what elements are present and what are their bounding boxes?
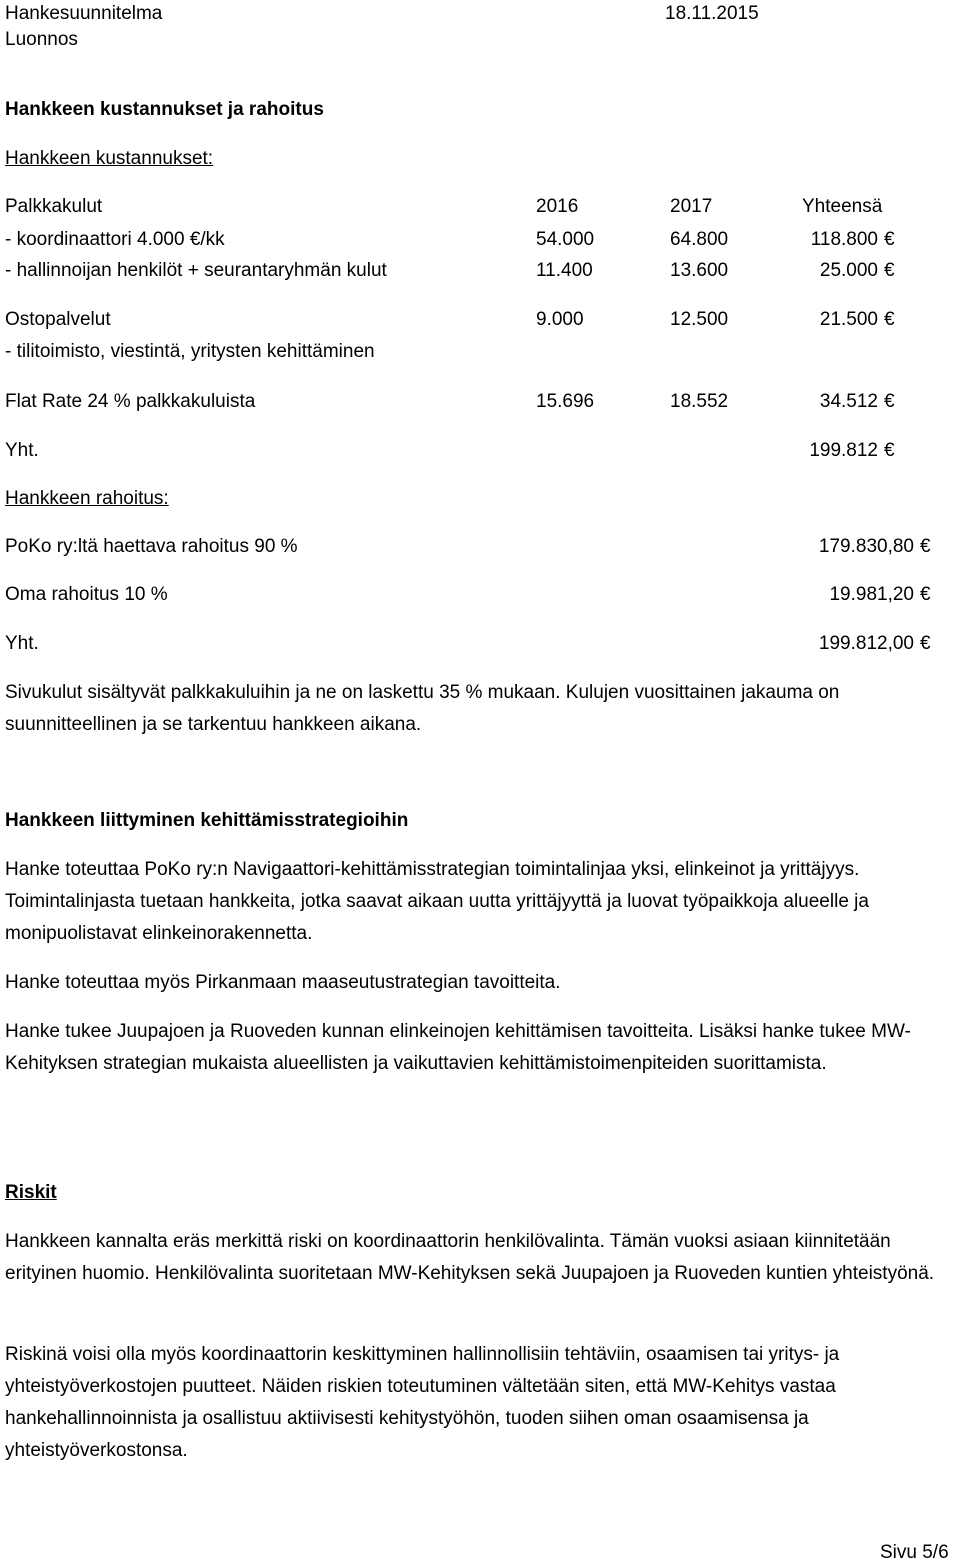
cost-row-total: 118.800 bbox=[810, 229, 878, 250]
costs-total-label: Yht. bbox=[5, 440, 39, 461]
document-date: 18.11.2015 bbox=[665, 3, 759, 24]
risks-paragraph: Hankkeen kannalta eräs merkittä riski on koordinaattorin henkilövalinta. Tämän vuoksi asiaan kiinnitetään erityinen huomio. Henkilövalinta suoritetaan MW-Kehityksen sekä Juupajoen ja Ruoveden kuntien yhteistyönä. bbox=[5, 1231, 935, 1284]
section-heading-strategy: Hankkeen liittyminen kehittämisstrategioihin bbox=[5, 810, 409, 831]
cost-row-label: - hallinnoijan henkilöt + seurantaryhmän kulut bbox=[5, 260, 387, 281]
strategy-paragraph: Hanke toteuttaa myös Pirkanmaan maaseutustrategian tavoitteita. bbox=[5, 972, 561, 993]
column-header-2016: 2016 bbox=[536, 196, 579, 217]
cost-row-total: 21.500 bbox=[819, 309, 878, 330]
strategy-paragraph: Hanke toteuttaa PoKo ry:n Navigaattori-kehittämisstrategian toimintalinjaa yksi, elinkeinot ja yrittäjyys. Toimintalinjasta tuetaan hankkeita, jotka saavat aikaan uutta yrittäjyyttä ja luovat työpaikkoja alueelle ja monipuolistavat elinkeinorakennetta. bbox=[5, 859, 869, 944]
cost-row-2016: 54.000 bbox=[536, 229, 595, 250]
cost-row-2017: 18.552 bbox=[670, 391, 729, 412]
euro-symbol: € bbox=[920, 584, 931, 605]
euro-symbol: € bbox=[920, 633, 931, 654]
section-heading-costs-funding: Hankkeen kustannukset ja rahoitus bbox=[5, 99, 324, 120]
strategy-paragraph: Hanke tukee Juupajoen ja Ruoveden kunnan elinkeinojen kehittämisen tavoitteita. Lisäksi hanke tukee MW-Kehityksen strategian mukaista alueellisten ja vaikuttavien kehittämistoimenpiteiden suorittamista. bbox=[5, 1021, 911, 1074]
cost-row-2017: 13.600 bbox=[670, 260, 729, 281]
euro-symbol: € bbox=[884, 260, 895, 281]
euro-symbol: € bbox=[884, 440, 895, 461]
euro-symbol: € bbox=[920, 536, 931, 557]
column-header-2017: 2017 bbox=[670, 196, 713, 217]
costs-subheading: Hankkeen kustannukset: bbox=[5, 148, 214, 169]
cost-row-2016: 15.696 bbox=[536, 391, 595, 412]
cost-row-2016: 9.000 bbox=[536, 309, 584, 330]
funding-total-value: 199.812,00 bbox=[818, 633, 914, 654]
cost-row-label: - koordinaattori 4.000 €/kk bbox=[5, 229, 225, 250]
cost-row-label: - tilitoimisto, viestintä, yritysten kehittäminen bbox=[5, 341, 375, 362]
funding-row-value: 179.830,80 bbox=[818, 536, 914, 557]
euro-symbol: € bbox=[884, 309, 895, 330]
risks-paragraph: Riskinä voisi olla myös koordinaattorin keskittyminen hallinnollisiin tehtäviin, osaamisen tai yritys- ja yhteistyöverkostojen puutteet. Näiden riskien toteutuminen vältetään siten, että MW-Kehitys vastaa hankehallinnoinnista ja osallistuu aktiivisesti kehitystyöhön, tuoden siihen oman osaamisensa ja yhteistyöverkostonsa. bbox=[5, 1344, 840, 1461]
page-number: Sivu 5/6 bbox=[880, 1542, 949, 1563]
funding-row-label: Oma rahoitus 10 % bbox=[5, 584, 168, 605]
column-header-total: Yhteensä bbox=[802, 196, 883, 217]
section-heading-risks: Riskit bbox=[5, 1182, 57, 1203]
costs-total-value: 199.812 bbox=[809, 440, 878, 461]
cost-row-2016: 11.400 bbox=[536, 260, 593, 281]
funding-subheading: Hankkeen rahoitus: bbox=[5, 488, 169, 509]
funding-row-label: PoKo ry:ltä haettava rahoitus 90 % bbox=[5, 536, 298, 557]
cost-row-label: Palkkakulut bbox=[5, 196, 103, 217]
euro-symbol: € bbox=[884, 229, 895, 250]
document-status: Luonnos bbox=[5, 29, 78, 50]
cost-row-label: Ostopalvelut bbox=[5, 309, 111, 330]
document-title: Hankesuunnitelma bbox=[5, 3, 163, 24]
cost-row-label: Flat Rate 24 % palkkakuluista bbox=[5, 391, 256, 412]
cost-row-total: 34.512 bbox=[819, 391, 878, 412]
funding-total-label: Yht. bbox=[5, 633, 39, 654]
funding-row-value: 19.981,20 bbox=[829, 584, 914, 605]
cost-row-2017: 12.500 bbox=[670, 309, 729, 330]
cost-row-total: 25.000 bbox=[819, 260, 878, 281]
cost-row-2017: 64.800 bbox=[670, 229, 729, 250]
costs-note: Sivukulut sisältyvät palkkakuluihin ja ne on laskettu 35 % mukaan. Kulujen vuosittainen jakauma on suunnitteellinen ja se tarkentuu hankkeen aikana. bbox=[5, 682, 840, 735]
euro-symbol: € bbox=[884, 391, 895, 412]
